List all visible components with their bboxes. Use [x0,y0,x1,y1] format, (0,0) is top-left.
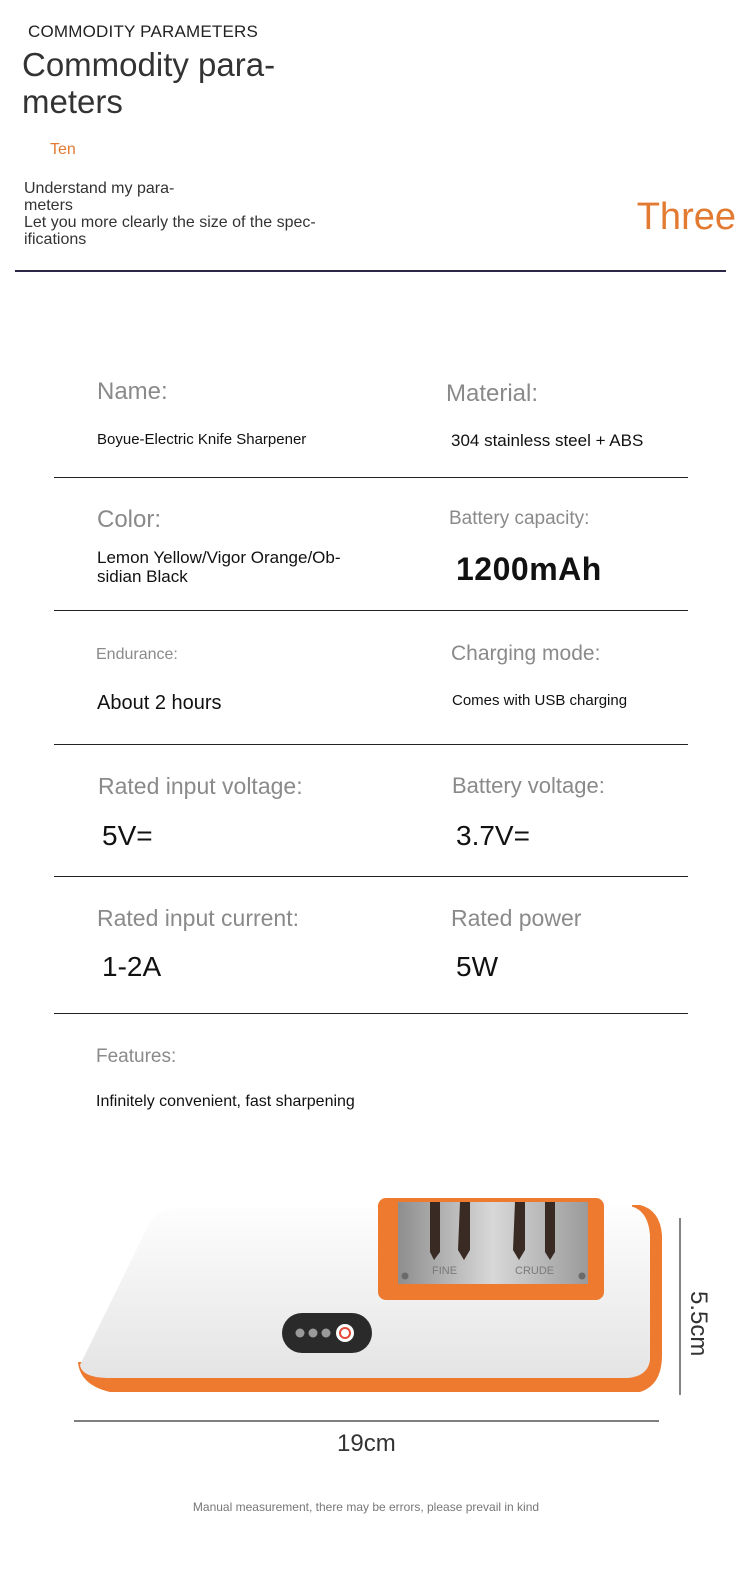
header-desc-2: Let you more clearly the size of the spec- ifications [24,214,316,248]
material-label: Material: [446,380,539,407]
row-divider [54,610,688,611]
height-label: 5.5cm [685,1291,712,1357]
color-value: Lemon Yellow/Vigor Orange/Ob- sidian Black [97,548,341,586]
row-divider [54,1013,688,1014]
width-label: 19cm [337,1430,396,1457]
name-value: Boyue-Electric Knife Sharpener [97,431,307,448]
features-value: Infinitely convenient, fast sharpening [96,1093,355,1110]
index-word: Ten [50,141,76,158]
knife-sharpener-image [0,1180,750,1470]
battery-voltage-value: 3.7V= [456,820,530,851]
color-label: Color: [97,506,162,533]
material-value: 304 stainless steel + ABS [451,431,644,450]
slot-fine-label: FINE [432,1265,458,1277]
endurance-value: About 2 hours [97,692,222,714]
charging-value: Comes with USB charging [452,692,628,709]
charging-label: Charging mode: [451,642,601,665]
features-label: Features: [96,1046,177,1067]
row-divider [54,876,688,877]
footer-note: Manual measurement, there may be errors, please prevail in kind [192,1500,540,1514]
header-caption: COMMODITY PARAMETERS [28,22,259,41]
header-desc-1: Understand my para- meters [24,180,175,214]
battery-capacity-label: Battery capacity: [449,508,590,529]
power-label: Rated power [451,905,582,931]
endurance-label: Endurance: [96,646,178,663]
power-value: 5W [456,951,498,982]
row-divider [54,477,688,478]
page-title: Commodity para- meters [22,46,276,120]
input-current-value: 1-2A [102,951,162,982]
row-divider [54,744,688,745]
slot-crude-label: CRUDE [515,1265,555,1277]
header-divider [15,270,726,272]
input-current-label: Rated input current: [97,905,300,931]
battery-capacity-value: 1200mAh [456,551,602,587]
name-label: Name: [97,378,168,405]
input-voltage-label: Rated input voltage: [98,773,303,799]
battery-voltage-label: Battery voltage: [452,773,605,798]
section-word: Three [636,196,736,238]
input-voltage-value: 5V= [102,820,153,851]
